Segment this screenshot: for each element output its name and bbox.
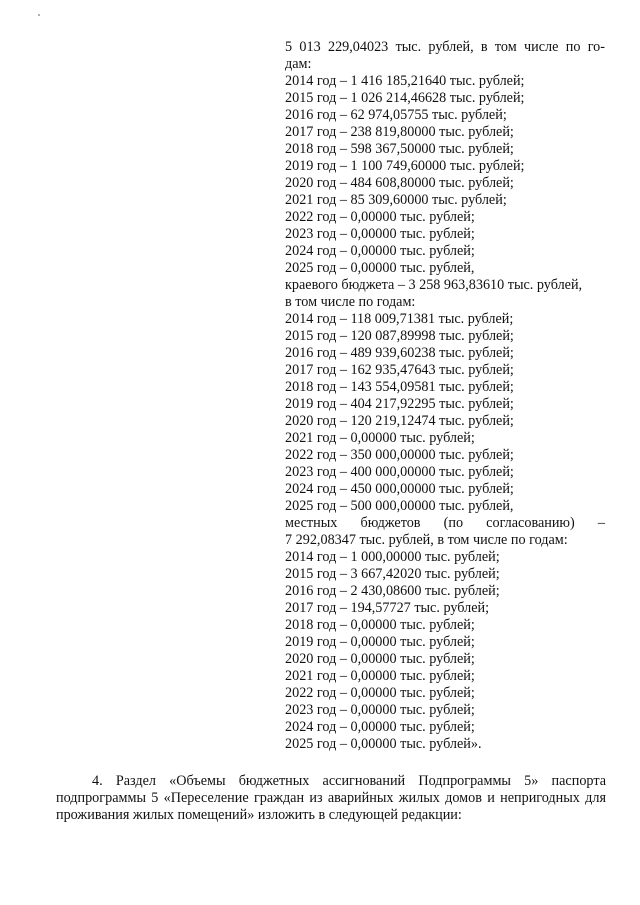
regional-year-item: 2025 год – 500 000,00000 тыс. рублей,: [285, 498, 514, 514]
regional-year-item: 2017 год – 162 935,47643 тыс. рублей;: [285, 362, 514, 378]
regional-year-item: 2022 год – 350 000,00000 тыс. рублей;: [285, 447, 514, 463]
regional-year-item: 2018 год – 143 554,09581 тыс. рублей;: [285, 379, 514, 395]
federal-year-item: 2016 год – 62 974,05755 тыс. рублей;: [285, 107, 507, 123]
regional-year-item: 2020 год – 120 219,12474 тыс. рублей;: [285, 413, 514, 429]
local-year-item: 2019 год – 0,00000 тыс. рублей;: [285, 634, 475, 650]
regional-total-line: краевого бюджета – 3 258 963,83610 тыс. рублей,: [285, 277, 583, 293]
amendment-paragraph: 4. Раздел «Объемы бюджетных ассигнований Подпрограммы 5» паспорта подпрограммы 5 «Переселение граждан из аварийных жилых домов и непригодных для проживания жилых помещений» изложить в следующей редакции:: [56, 773, 606, 823]
regional-total-line-cont: в том числе по годам:: [285, 294, 416, 310]
local-year-item: 2018 год – 0,00000 тыс. рублей;: [285, 617, 475, 633]
federal-total-line-cont: дам:: [285, 56, 312, 72]
local-years-list: [285, 549, 605, 753]
local-year-item: 2025 год – 0,00000 тыс. рублей».: [285, 736, 482, 752]
regional-year-item: 2015 год – 120 087,89998 тыс. рублей;: [285, 328, 514, 344]
local-year-item: 2014 год – 1 000,00000 тыс. рублей;: [285, 549, 500, 565]
local-year-item: 2024 год – 0,00000 тыс. рублей;: [285, 719, 475, 735]
local-year-item: 2020 год – 0,00000 тыс. рублей;: [285, 651, 475, 667]
regional-year-item: 2019 год – 404 217,92295 тыс. рублей;: [285, 396, 514, 412]
federal-total-line: 5 013 229,04023 тыс. рублей, в том числе по го-: [285, 39, 605, 55]
regional-year-item: 2014 год – 118 009,71381 тыс. рублей;: [285, 311, 514, 327]
page-mark: [38, 14, 40, 16]
local-year-item: 2016 год – 2 430,08600 тыс. рублей;: [285, 583, 500, 599]
federal-year-item: 2017 год – 238 819,80000 тыс. рублей;: [285, 124, 514, 140]
federal-year-item: 2022 год – 0,00000 тыс. рублей;: [285, 209, 475, 225]
federal-year-item: 2014 год – 1 416 185,21640 тыс. рублей;: [285, 73, 525, 89]
local-year-item: 2021 год – 0,00000 тыс. рублей;: [285, 668, 475, 684]
local-year-item: 2017 год – 194,57727 тыс. рублей;: [285, 600, 490, 616]
local-year-item: 2015 год – 3 667,42020 тыс. рублей;: [285, 566, 500, 582]
federal-year-item: 2023 год – 0,00000 тыс. рублей;: [285, 226, 475, 242]
federal-year-item: 2024 год – 0,00000 тыс. рублей;: [285, 243, 475, 259]
federal-year-item: 2025 год – 0,00000 тыс. рублей,: [285, 260, 475, 276]
local-year-item: 2022 год – 0,00000 тыс. рублей;: [285, 685, 475, 701]
federal-year-item: 2019 год – 1 100 749,60000 тыс. рублей;: [285, 158, 525, 174]
local-total-line: местных бюджетов (по согласованию) –: [285, 515, 605, 531]
federal-year-item: 2021 год – 85 309,60000 тыс. рублей;: [285, 192, 507, 208]
regional-year-item: 2024 год – 450 000,00000 тыс. рублей;: [285, 481, 514, 497]
funding-block: [285, 39, 605, 753]
federal-year-item: 2015 год – 1 026 214,46628 тыс. рублей;: [285, 90, 525, 106]
regional-year-item: 2023 год – 400 000,00000 тыс. рублей;: [285, 464, 514, 480]
regional-year-item: 2016 год – 489 939,60238 тыс. рублей;: [285, 345, 514, 361]
local-year-item: 2023 год – 0,00000 тыс. рублей;: [285, 702, 475, 718]
federal-year-item: 2018 год – 598 367,50000 тыс. рублей;: [285, 141, 514, 157]
local-total-line-cont: 7 292,08347 тыс. рублей, в том числе по годам:: [285, 532, 568, 548]
regional-years-list: [285, 311, 605, 515]
federal-years-list: [285, 73, 605, 277]
federal-year-item: 2020 год – 484 608,80000 тыс. рублей;: [285, 175, 514, 191]
regional-year-item: 2021 год – 0,00000 тыс. рублей;: [285, 430, 475, 446]
